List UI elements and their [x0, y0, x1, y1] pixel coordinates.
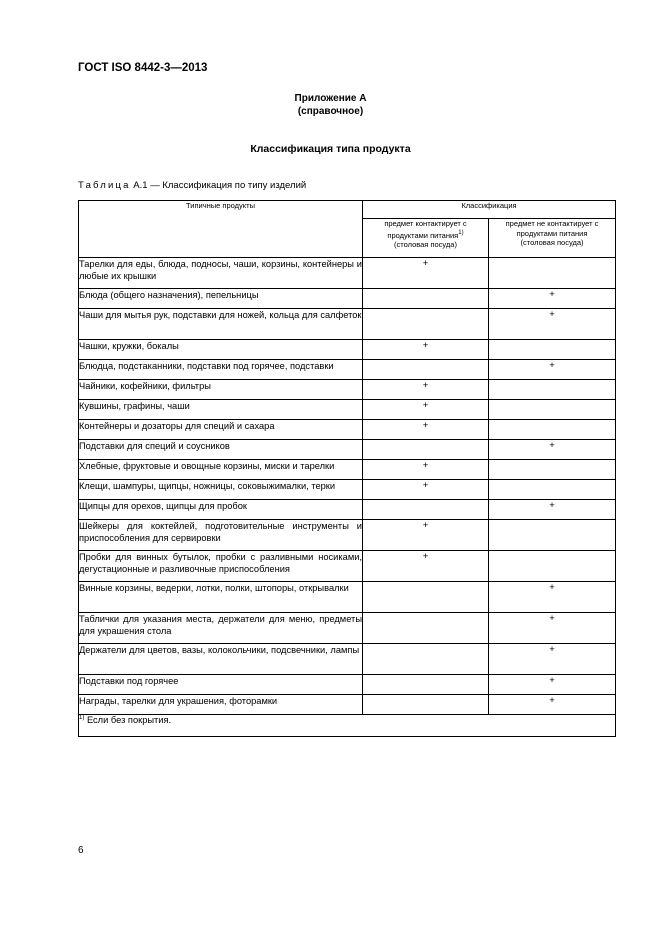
contact-mark — [363, 644, 489, 675]
no-contact-mark: + — [489, 309, 616, 340]
product-cell: Таблички для указания места, держатели для меню, предметы для украшения стола — [79, 613, 363, 644]
no-contact-mark: + — [489, 675, 616, 695]
no-contact-mark: + — [489, 289, 616, 309]
contact-mark — [363, 613, 489, 644]
appendix-title: Приложение А — [294, 93, 367, 104]
table-row — [79, 644, 616, 675]
contact-mark: + — [363, 340, 489, 360]
table-row — [79, 551, 616, 582]
product-cell: Контейнеры и дозаторы для специй и сахара — [79, 420, 363, 440]
column-header-contact-note: (столовая посуда) — [394, 240, 457, 249]
no-contact-mark: + — [489, 440, 616, 460]
no-contact-mark — [489, 460, 616, 480]
no-contact-mark — [489, 551, 616, 582]
table-row — [79, 360, 616, 380]
contact-mark: + — [363, 520, 489, 551]
no-contact-mark: + — [489, 500, 616, 520]
product-cell: Пробки для винных бутылок, пробки с разливными носиками, дегустационные и разливочные приспособления — [79, 551, 363, 582]
product-cell: Кувшины, графины, чаши — [79, 400, 363, 420]
column-header-products: Типичные продукты — [79, 201, 363, 258]
contact-mark — [363, 360, 489, 380]
no-contact-mark — [489, 380, 616, 400]
table-caption-label: Таблица — [78, 180, 131, 191]
no-contact-mark: + — [489, 360, 616, 380]
no-contact-mark — [489, 258, 616, 289]
no-contact-mark: + — [489, 644, 616, 675]
contact-mark: + — [363, 460, 489, 480]
table-row — [79, 675, 616, 695]
product-cell: Награды, тарелки для украшения, фоторамки — [79, 695, 363, 715]
table-row — [79, 289, 616, 309]
contact-mark: + — [363, 551, 489, 582]
footnote-mark: 1) — [79, 715, 85, 721]
appendix-heading — [0, 92, 661, 118]
column-header-no-contact-note: (столовая посуда) — [520, 238, 584, 247]
contact-mark — [363, 582, 489, 613]
document-header: ГОСТ ISO 8442-3—2013 — [78, 62, 208, 74]
product-cell: Чашки, кружки, бокалы — [79, 340, 363, 360]
footnote-reference: 1) — [458, 229, 464, 236]
footnote — [79, 715, 616, 737]
table-row — [79, 258, 616, 289]
table-row — [79, 440, 616, 460]
table-row — [79, 613, 616, 644]
table-row — [79, 340, 616, 360]
table-row — [79, 420, 616, 440]
table-row — [79, 460, 616, 480]
table-row — [79, 309, 616, 340]
contact-mark: + — [363, 380, 489, 400]
no-contact-mark — [489, 520, 616, 551]
no-contact-mark — [489, 420, 616, 440]
column-header-contact — [363, 219, 489, 258]
column-header-no-contact — [489, 219, 616, 258]
contact-mark: + — [363, 480, 489, 500]
no-contact-mark — [489, 340, 616, 360]
column-header-no-contact-text: предмет не контактирует с продуктами питания — [505, 219, 599, 238]
table-row — [79, 380, 616, 400]
product-cell: Держатели для цветов, вазы, колокольчики, подсвечники, лампы — [79, 644, 363, 675]
product-cell: Блюда (общего назначения), пепельницы — [79, 289, 363, 309]
table-row — [79, 582, 616, 613]
no-contact-mark: + — [489, 613, 616, 644]
contact-mark — [363, 695, 489, 715]
product-cell: Хлебные, фруктовые и овощные корзины, миски и тарелки — [79, 460, 363, 480]
footnote-row — [79, 715, 616, 737]
footnote-text: Если без покрытия. — [86, 715, 172, 725]
product-cell: Блюдца, подстаканники, подставки под горячее, подставки — [79, 360, 363, 380]
product-cell: Чаши для мытья рук, подставки для ножей, кольца для салфеток — [79, 309, 363, 340]
table-row — [79, 400, 616, 420]
product-cell: Тарелки для еды, блюда, подносы, чаши, корзины, контейнеры и любые их крышки — [79, 258, 363, 289]
product-cell: Щипцы для орехов, щипцы для пробок — [79, 500, 363, 520]
table-row — [79, 520, 616, 551]
table-caption-text: А.1 — Классификация по типу изделий — [130, 180, 307, 191]
page-number: 6 — [78, 845, 84, 856]
product-cell: Винные корзины, ведерки, лотки, полки, штопоры, открывалки — [79, 582, 363, 613]
product-cell: Шейкеры для коктейлей, подготовительные инструменты и приспособления для сервировки — [79, 520, 363, 551]
contact-mark: + — [363, 420, 489, 440]
contact-mark — [363, 309, 489, 340]
appendix-note: (справочное) — [297, 106, 364, 117]
no-contact-mark: + — [489, 695, 616, 715]
table-row — [79, 480, 616, 500]
classification-table — [78, 200, 616, 737]
contact-mark — [363, 675, 489, 695]
product-cell: Подставки для специй и соусников — [79, 440, 363, 460]
contact-mark — [363, 289, 489, 309]
product-cell: Клещи, шампуры, щипцы, ножницы, соковыжималки, терки — [79, 480, 363, 500]
table-row — [79, 695, 616, 715]
no-contact-mark — [489, 400, 616, 420]
section-title: Классификация типа продукта — [250, 143, 411, 155]
column-header-classification: Классификация — [363, 201, 616, 219]
table-caption — [78, 180, 306, 191]
column-header-contact-text: предмет контактирует с продуктами питания — [384, 219, 467, 240]
no-contact-mark — [489, 480, 616, 500]
no-contact-mark: + — [489, 582, 616, 613]
table-row — [79, 500, 616, 520]
contact-mark — [363, 500, 489, 520]
product-cell: Подставки под горячее — [79, 675, 363, 695]
contact-mark: + — [363, 258, 489, 289]
contact-mark — [363, 440, 489, 460]
contact-mark: + — [363, 400, 489, 420]
product-cell: Чайники, кофейники, фильтры — [79, 380, 363, 400]
